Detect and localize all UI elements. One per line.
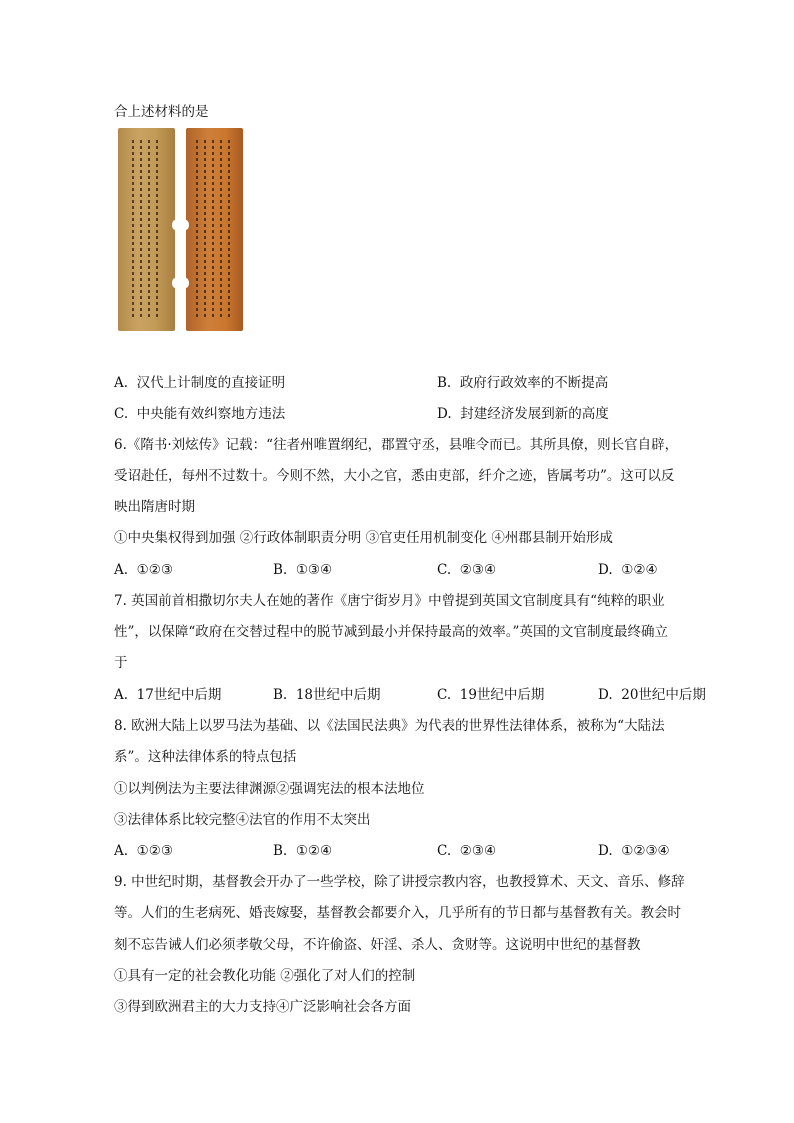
q8-option-c[interactable] — [437, 842, 496, 860]
q6-stem-line-2: 受诏赴任，每州不过数十。今则不然，大小之官，悉由吏部，纤介之迹，皆属考功”。这可以反 — [114, 468, 675, 484]
option-label: B. — [437, 375, 452, 391]
q6-option-c[interactable] — [437, 561, 496, 579]
option-label: C. — [437, 687, 452, 703]
q8-statements-line-1: ①以判例法为主要法律渊源②强调宪法的根本法地位 — [114, 781, 425, 797]
option-label: A. — [114, 562, 129, 578]
option-text: 20世纪中后期 — [621, 687, 706, 703]
q7-option-c[interactable] — [437, 686, 544, 704]
option-label: D. — [598, 562, 613, 578]
bamboo-slips-image — [118, 128, 248, 331]
q9-statements-line-2: ③得到欧洲君主的大力支持④广泛影响社会各方面 — [114, 999, 411, 1015]
option-label: C. — [437, 562, 452, 578]
q8-stem-line-1: 8. 欧洲大陆上以罗马法为基础、以《法国民法典》为代表的世界性法律体系，被称为“大陆法 — [114, 718, 665, 734]
q9-stem-line-3: 刻不忘告诫人们必须孝敬父母，不许偷盗、奸淫、杀人、贪财等。这说明中世纪的基督教 — [114, 937, 641, 953]
q9-statements-line-1: ①具有一定的社会教化功能 ②强化了对人们的控制 — [114, 968, 416, 984]
q7-option-d[interactable] — [598, 686, 706, 704]
q6-option-d[interactable] — [598, 561, 658, 579]
option-text: ①②③④ — [621, 843, 670, 859]
option-label: A. — [114, 375, 129, 391]
option-label: B. — [273, 687, 288, 703]
q9-stem-line-1: 9. 中世纪时期，基督教会开办了一些学校，除了讲授宗教内容，也教授算术、天文、音乐、修辞 — [114, 874, 685, 890]
option-label: D. — [598, 687, 613, 703]
q8-option-d[interactable] — [598, 842, 670, 860]
option-text: 封建经济发展到新的高度 — [460, 406, 609, 422]
option-label: C. — [114, 406, 129, 422]
q6-stem-line-1: 6.《隋书·刘炫传》记载：“往者州唯置纲纪，郡置守丞，县唯令而已。其所具僚，则长官自辟， — [114, 437, 679, 453]
option-text: ①②④ — [621, 562, 658, 578]
q7-option-b[interactable] — [273, 686, 381, 704]
option-text: ①②③ — [136, 843, 173, 859]
option-text: ①②③ — [136, 562, 173, 578]
option-label: C. — [437, 843, 452, 859]
q9-stem-line-2: 等。人们的生老病死、婚丧嫁娶，基督教会都要介入，几乎所有的节日都与基督教有关。教会时 — [114, 905, 681, 921]
option-label: D. — [598, 843, 613, 859]
q7-stem-line-3: 于 — [114, 655, 128, 671]
option-text: 18世纪中后期 — [295, 687, 381, 703]
q7-stem-line-2: 性”，以保障“政府在交替过程中的脱节减到最小并保持最高的效率。”英国的文官制度最终确立 — [114, 624, 668, 640]
option-label: A. — [114, 687, 129, 703]
option-text: 政府行政效率的不断提高 — [459, 375, 609, 391]
option-text: 19世纪中后期 — [459, 687, 545, 703]
option-label: A. — [114, 843, 129, 859]
q7-option-a[interactable] — [114, 686, 221, 704]
option-label: B. — [273, 562, 288, 578]
q8-stem-line-2: 系”。这种法律体系的特点包括 — [114, 749, 297, 765]
q8-option-a[interactable] — [114, 842, 173, 860]
option-label: B. — [273, 843, 288, 859]
wooden-slip-left — [118, 128, 175, 331]
option-label: D. — [437, 406, 452, 422]
option-text: ②③④ — [459, 562, 497, 578]
q5-option-c[interactable] — [114, 405, 285, 423]
q6-option-b[interactable] — [273, 561, 332, 579]
q5-option-d[interactable] — [437, 405, 609, 423]
question-intro-tail: 合上述材料的是 — [114, 104, 209, 120]
q6-option-a[interactable] — [114, 561, 173, 579]
q5-option-a[interactable] — [114, 374, 285, 392]
q6-statements: ①中央集权得到加强 ②行政体制职责分明 ③官吏任用机制变化 ④州郡县制开始形成 — [114, 530, 613, 546]
wooden-slip-right — [186, 128, 243, 331]
option-text: 17世纪中后期 — [136, 687, 222, 703]
q5-option-b[interactable] — [437, 374, 608, 392]
option-text: ①②④ — [295, 843, 333, 859]
option-text: 中央能有效纠察地方违法 — [136, 406, 286, 422]
q8-statements-line-2: ③法律体系比较完整④法官的作用不太突出 — [114, 812, 371, 828]
q8-option-b[interactable] — [273, 842, 332, 860]
q6-stem-line-3: 映出隋唐时期 — [114, 499, 195, 515]
option-text: ②③④ — [459, 843, 497, 859]
option-text: 汉代上计制度的直接证明 — [136, 375, 286, 391]
option-text: ①③④ — [295, 562, 333, 578]
q7-stem-line-1: 7. 英国前首相撒切尔夫人在她的著作《唐宁街岁月》中曾提到英国文官制度具有“纯粹的职业 — [114, 593, 665, 609]
